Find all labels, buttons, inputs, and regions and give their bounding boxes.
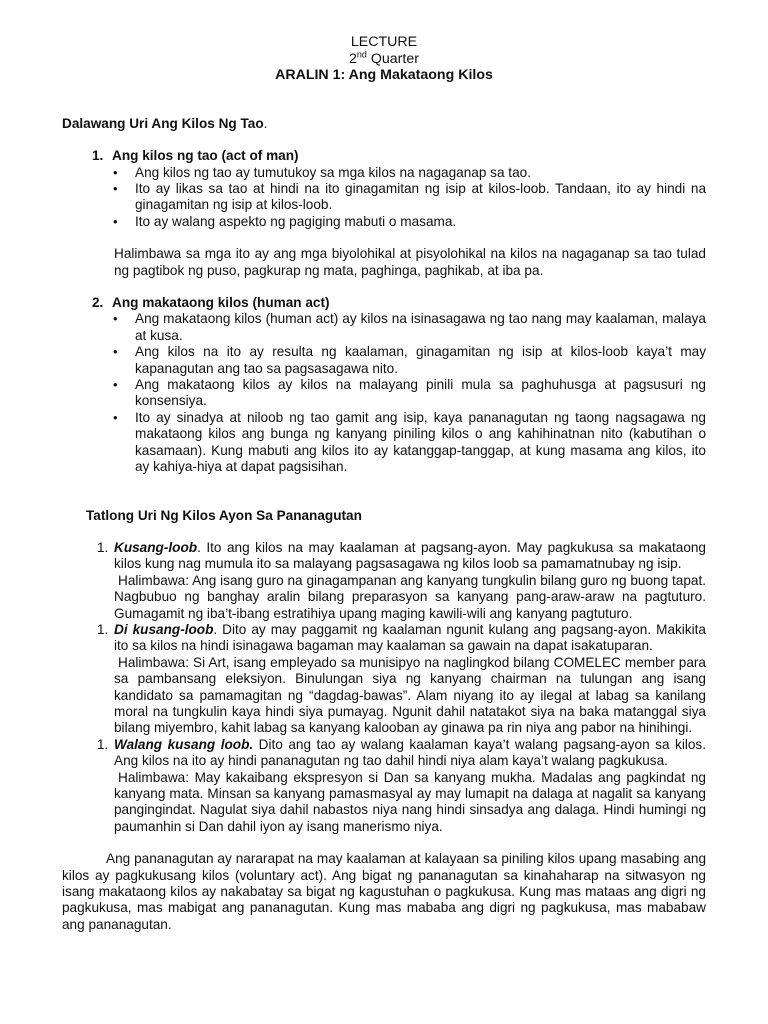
kind-term: Walang kusang loob. bbox=[114, 736, 254, 752]
three-kinds-list bbox=[62, 540, 706, 835]
act-of-man-bullets bbox=[62, 165, 706, 231]
bullet-item: • Ang kilos na ito ay resulta ng kaalaman, ginagamitan ng isip at kilos-loob kaya’t may kapanagutan ang tao sa pagsasagawa nito. bbox=[135, 344, 706, 377]
section-title-punct: . bbox=[263, 115, 268, 131]
section-title-three-kinds: Tatlong Uri Ng Kilos Ayon Sa Pananagutan bbox=[86, 507, 362, 523]
kind-item-nonvoluntary bbox=[97, 736, 706, 835]
bullet-item: • Ito ay sinadya at niloob ng tao gamit ang isip, kaya pananagutan ng taong nagsagawa ng makataong kilos ang bunga ng kanyang piniling kilos o ang kahihinatnan nito (kabutihan o kasamaan). Kung mabuti ang kilos ito ay katanggap-tanggap, at kung masama ang kilos, ito ay kahiya-hiya at dapat pagsisihan. bbox=[135, 410, 706, 476]
quarter-number: 2 bbox=[349, 50, 357, 67]
lesson-title: ARALIN 1: Ang Makataong Kilos bbox=[275, 67, 493, 84]
item-human-act bbox=[62, 295, 706, 311]
quarter-heading bbox=[62, 48, 706, 68]
quarter-word: Quarter bbox=[366, 50, 419, 67]
item-label: Ang makataong kilos (human act) bbox=[112, 295, 330, 311]
kind-example: Halimbawa: Ang isang guro na ginagampanan ang kanyang tungkulin bilang guro ng buong tapat. Nagbubuo ng banghay aralin bilang preparasyon sa kanyang pang-araw-araw na pagtuturo. Gumagamit ng iba’t-ibang estratihiya upang maging kawili-wili ang kanyang pagtuturo. bbox=[114, 572, 706, 621]
kind-example: Halimbawa: Si Art, isang empleyado sa munisipyo na naglingkod bilang COMELEC member para sa pambansang eleksiyon. Binulungan siya ng kanyang chairman na tulungan ang isang kandidato sa pamamagitan ng “dagdag-bawas”. Alam niyang ito ay ilegal at labag sa kanilang moral na tungkulin kaya hindi siya pumayag. Ngunit dahil natatakot siya na baka matanggal siya bilang miyembro, kahit labag sa kanyang kalooban ay ginawa pa rin niya ang pabor na hinihingi. bbox=[114, 654, 706, 736]
section-title-text: Dalawang Uri Ang Kilos Ng Tao bbox=[62, 115, 264, 131]
item-label: Ang kilos ng tao (act of man) bbox=[112, 148, 299, 164]
kind-example: Halimbawa: May kakaibang ekspresyon si Dan sa kanyang mukha. Madalas ang pagkindat ng kanyang mata. Minsan sa kanyang pamasmasyal ay may lumapit na dalaga at nagalit sa kanyang pangingindat. Nagulat siya dahil nabastos niya nang hindi sinsadya ang dalaga. Hindi humingi ng paumanhin si Dan dahil iyon ay isang manerismo niya. bbox=[114, 769, 706, 834]
item-number: 1. bbox=[92, 148, 104, 164]
bullet-item: • Ito ay likas sa tao at hindi na ito ginagamitan ng isip at kilos-loob. Tandaan, ito ay hindi na ginagamitan ng isip at kilos-loob. bbox=[135, 181, 706, 214]
kind-term: Kusang-loob bbox=[114, 539, 198, 555]
kind-item-involuntary bbox=[97, 621, 706, 737]
kind-description: . Dito ay may paggamit ng kaalaman ngunit kulang ang pagsang-ayon. Makikita ito sa kilos na hindi isinagawa bagaman may kaalaman sa gawain na dapat isakatuparan. bbox=[114, 621, 706, 654]
kind-description: . Ito ang kilos na may kaalaman at pagsang-ayon. May pagkukusa sa makataong kilos kung nag mumula ito sa malayang pagsasagawa ng kilos loob sa pamamatnubay ng isip. bbox=[114, 539, 706, 572]
quarter-suffix: nd bbox=[356, 48, 367, 59]
kind-item-voluntary bbox=[97, 539, 706, 622]
human-act-bullets bbox=[62, 311, 706, 475]
item-number: 2. bbox=[92, 295, 104, 311]
item-act-of-man bbox=[62, 148, 706, 164]
bullet-item: • Ang kilos ng tao ay tumutukoy sa mga kilos na nagaganap sa tao. bbox=[135, 165, 706, 181]
kind-number: 1. bbox=[97, 736, 109, 752]
kind-description: Dito ang tao ay walang kaalaman kaya’t walang pagsang-ayon sa kilos. Ang kilos na ito ay hindi pananagutan ng tao dahil hindi niya alam kaya’t walang pagkukusa. bbox=[114, 736, 706, 769]
closing-paragraph: Ang pananagutan ay nararapat na may kaalaman at kalayaan sa piniling kilos upang masabing ang kilos ay pagkukusang kilos (voluntary act). Ang bigat ng pananagutan sa kinahaharap na sitwasyon ng isang makataong kilos ay nakabatay sa bigat ng kagustuhan o pagkukusa. Kung mas mataas ang digri ng pagkukusa, mas mabigat ang pananagutan. Kung mas mababa ang digri ng pagkukusa, mas mababaw ang pananagutan. bbox=[62, 851, 706, 932]
section-title-two-kinds bbox=[62, 116, 706, 132]
kind-number: 1. bbox=[97, 539, 109, 555]
lecture-heading: LECTURE bbox=[350, 34, 418, 50]
bullet-item: • Ito ay walang aspekto ng pagiging mabuti o masama. bbox=[135, 214, 706, 230]
kind-number: 1. bbox=[97, 621, 109, 637]
bullet-item: • Ang makataong kilos ay kilos na malayang pinili mula sa paghuhusga at pagsusuri ng konsensiya. bbox=[135, 377, 706, 410]
act-of-man-example: Halimbawa sa mga ito ay ang mga biyolohikal at pisyolohikal na kilos na nagaganap sa tao tulad ng pagtibok ng puso, pagkurap ng mata, paghinga, paghikab, at iba pa. bbox=[114, 246, 706, 278]
bullet-item: • Ang makataong kilos (human act) ay kilos na isinasagawa ng tao nang may kaalaman, malaya at kusa. bbox=[135, 311, 706, 344]
kind-term: Di kusang-loob bbox=[114, 621, 214, 637]
